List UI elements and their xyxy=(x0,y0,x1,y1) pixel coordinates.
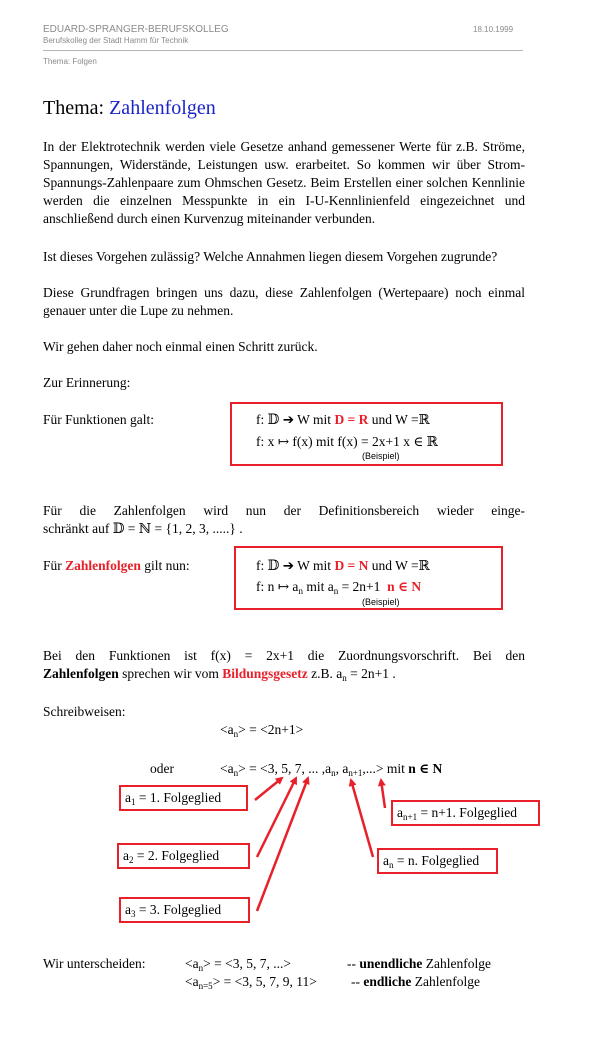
rule-example: z.B. a xyxy=(307,666,343,681)
label-part: = n. Folgeglied xyxy=(393,853,480,868)
restriction-line-1: Für die Zahlenfolgen wird nun der Definitionsbereich wieder einge- xyxy=(43,503,525,518)
functions-line-2: f: x ↦ f(x) mit f(x) = 2x+1 x ∈ ℝ xyxy=(256,434,438,449)
rule-text: sprechen wir vom xyxy=(118,666,223,681)
sequences-domain-natural: D = N xyxy=(334,558,369,573)
label-a3 xyxy=(119,897,250,923)
notation-heading: Schreibweisen: xyxy=(43,704,126,719)
label-part: a xyxy=(123,848,129,863)
label-part: = 1. Folgeglied xyxy=(135,790,222,805)
functions-example-note: (Beispiel) xyxy=(362,451,400,461)
label-part: a xyxy=(125,790,131,805)
arrow-right-icon: ➔ xyxy=(282,558,295,573)
subscript: n xyxy=(389,860,394,870)
title-colon: : xyxy=(98,97,105,119)
subscript: n xyxy=(342,673,347,683)
formula-natural-set: n ∈ N xyxy=(408,761,443,776)
subscript: 3 xyxy=(131,909,136,919)
sequence-word: Zahlenfolge xyxy=(411,974,480,989)
rule-term: Zahlenfolgen xyxy=(43,666,119,681)
subscript: n xyxy=(198,963,204,973)
label-an xyxy=(377,848,498,874)
label-part: a xyxy=(125,902,131,917)
subscript: n xyxy=(333,586,339,596)
rule-line-1: Bei den Funktionen ist f(x) = 2x+1 die Zuordnungsvorschrift. Bei den xyxy=(43,648,525,663)
subscript: n xyxy=(233,768,239,778)
sequences-codomain-real: und W =ℝ xyxy=(371,558,430,573)
formula-part: > = <3, 5, 7, ... ,a xyxy=(238,761,332,776)
sequences-label-post: gilt nun: xyxy=(144,558,190,573)
sequences-domain: f: 𝔻 xyxy=(256,558,280,573)
subscript: n xyxy=(331,768,336,778)
subscript: 1 xyxy=(131,797,136,807)
functions-codomain: W mit xyxy=(297,412,332,427)
arrow-a3 xyxy=(257,778,308,911)
notation-oder: oder xyxy=(150,761,174,776)
label-a1 xyxy=(119,785,248,811)
intro-paragraph-1: In der Elektrotechnik werden viele Gesetze anhand gemessener Werte für z.B. Ströme, Spannungen, Widerstände, Leistungen usw. erarbeitet. So kommen wir über Strom-Spannungs-Zahlenpaare zum Ohmschen Gesetz. Beim Erstellen einer solchen Kennlinie werden die einzelnen Messpunkte in ein I-U-Kennlinienfeld eingezeichnet und anschließend durch einen Kurvenzug miteinander verbunden. xyxy=(43,139,525,226)
finite-term: endliche xyxy=(363,974,412,989)
title-main: Zahlenfolgen xyxy=(109,97,216,119)
reminder-label: Zur Erinnerung: xyxy=(43,375,131,390)
topic-label: Thema: Folgen xyxy=(43,57,97,66)
dash: -- xyxy=(347,956,360,971)
subscript: n=5 xyxy=(198,981,213,991)
formula-part: <a xyxy=(220,722,234,737)
infinite-sequence-desc xyxy=(347,955,491,973)
infinite-term: unendliche xyxy=(359,956,423,971)
intro-paragraph-3: Diese Grundfragen bringen uns dazu, diese Zahlenfolgen (Wertepaare) noch einmal genauer unter die Lupe zu nehmen. xyxy=(43,285,525,318)
label-part: a xyxy=(397,805,403,820)
title-prefix: Thema xyxy=(43,97,99,119)
subscript: n+1 xyxy=(348,768,363,778)
arrow-a2 xyxy=(257,778,296,857)
formula-part: <a xyxy=(185,974,199,989)
intro-paragraph-2: Ist dieses Vorgehen zulässig? Welche Annahmen liegen diesem Vorgehen zugrunde? xyxy=(43,249,498,264)
formula-part: <a xyxy=(185,956,199,971)
school-subtitle: Berufskolleg der Stadt Hamm für Technik xyxy=(43,36,189,45)
sequence-word: Zahlenfolge xyxy=(422,956,492,971)
sequences-example-note: (Beispiel) xyxy=(362,597,400,607)
rule-highlight: Bildungsgesetz xyxy=(222,666,308,681)
finite-sequence-formula xyxy=(185,973,317,991)
arrow-right-icon: ➔ xyxy=(282,412,295,427)
sequences-formula: = 2n+1 xyxy=(338,579,381,594)
formula-part: <a xyxy=(220,761,234,776)
formula-part: > = <3, 5, 7, ...> xyxy=(203,956,291,971)
label-part: = n+1. Folgeglied xyxy=(417,805,518,820)
label-a2 xyxy=(117,843,250,869)
arrow-a1 xyxy=(255,778,282,800)
label-part: = 2. Folgeglied xyxy=(133,848,220,863)
formula-part: ,...> mit xyxy=(362,761,405,776)
formula-part: > = <3, 5, 7, 9, 11> xyxy=(212,974,317,989)
sequences-natural-set: n ∈ N xyxy=(387,579,422,594)
functions-domain-real: D = R xyxy=(334,412,369,427)
subscript: n+1 xyxy=(403,812,418,822)
formula-part: , a xyxy=(335,761,349,776)
subscript: n xyxy=(298,586,303,596)
intro-paragraph-4: Wir gehen daher noch einmal einen Schritt zurück. xyxy=(43,339,318,354)
functions-codomain-real: und W =ℝ xyxy=(371,412,430,427)
label-part: a xyxy=(383,853,389,868)
formula-part: > = <2n+1> xyxy=(238,722,304,737)
restriction-line-2: schränkt auf 𝔻 = ℕ = {1, 2, 3, .....} . xyxy=(43,521,243,536)
sequences-mapping: f: n ↦ a xyxy=(256,579,299,594)
finite-sequence-desc xyxy=(351,973,480,991)
sequences-label-pre: Für xyxy=(43,558,62,573)
subscript: 2 xyxy=(129,855,134,865)
sequences-formula-pre: mit a xyxy=(302,579,334,594)
label-part: = 3. Folgeglied xyxy=(135,902,222,917)
document-date: 18.10.1999 xyxy=(473,25,514,34)
sequences-codomain: W mit xyxy=(297,558,332,573)
functions-domain: f: 𝔻 xyxy=(256,412,280,427)
sequences-label-highlight: Zahlenfolgen xyxy=(65,558,141,573)
label-an1 xyxy=(391,800,540,826)
dash: -- xyxy=(351,974,364,989)
distinguish-label: Wir unterscheiden: xyxy=(43,956,146,971)
functions-label: Für Funktionen galt: xyxy=(43,412,154,427)
school-name: EDUARD-SPRANGER-BERUFSKOLLEG xyxy=(43,24,229,35)
arrow-an1 xyxy=(381,780,385,808)
rule-example-end: = 2n+1 . xyxy=(346,666,396,681)
infinite-sequence-formula xyxy=(185,955,291,973)
subscript: n xyxy=(233,729,239,739)
arrow-an xyxy=(351,780,373,857)
